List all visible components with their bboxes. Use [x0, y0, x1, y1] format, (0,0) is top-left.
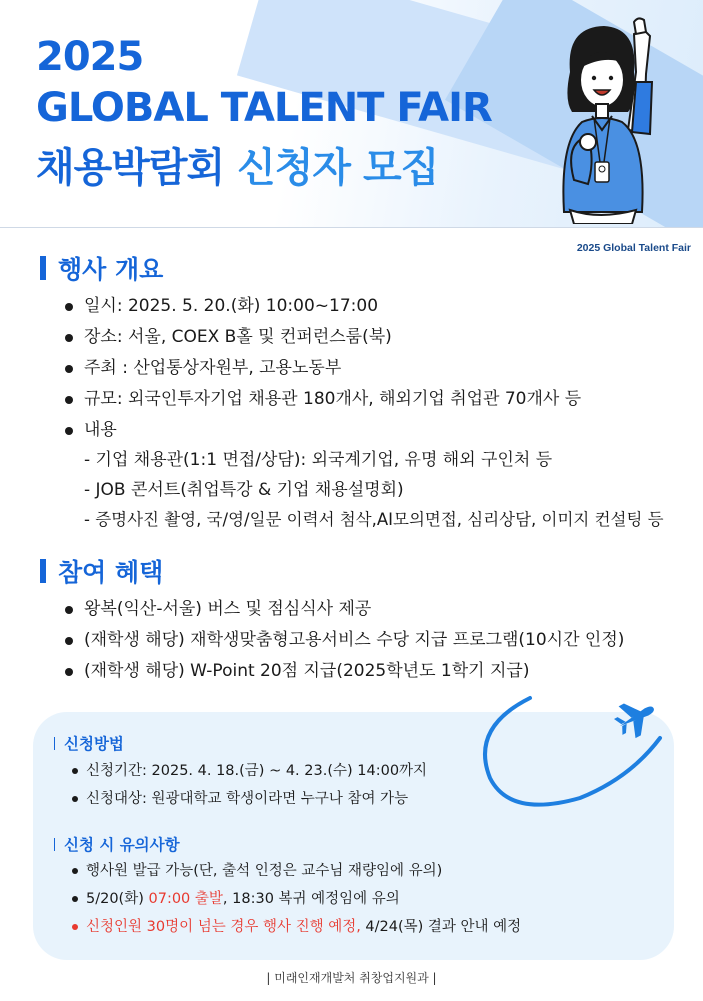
item-text: 행사원 발급 가능(단, 출석 인정은 교수님 재량임에 유의): [86, 863, 443, 879]
list-item: [70, 913, 521, 941]
bullet: [72, 896, 78, 902]
section-heading-benefits: [40, 553, 163, 589]
item-text: 5/20(화): [86, 891, 149, 907]
list-item: [70, 785, 427, 813]
list-item: [62, 625, 624, 656]
list-item: [62, 291, 581, 322]
item-text: 신청기간: 2025. 4. 18.(금) ~ 4. 23.(수) 14:00까지: [86, 763, 428, 779]
bullet: [72, 868, 78, 874]
bullet: [65, 606, 73, 614]
list-item: [62, 353, 581, 384]
heading-bar: [40, 256, 46, 280]
item-text: 일시: 2025. 5. 20.(화) 10:00~17:00: [84, 296, 379, 316]
event-tag: 2025 Global Talent Fair: [576, 242, 691, 254]
notes-heading-text: 신청 시 유의사항: [64, 836, 180, 854]
bullet: [72, 768, 78, 774]
item-text: 규모: 외국인투자기업 채용관 180개사, 해외기업 취업관 70개사 등: [84, 389, 582, 409]
heading-pipe: [54, 737, 55, 750]
bullet: [65, 334, 73, 342]
section-title: 참여 혜택: [58, 558, 164, 587]
item-text: , 18:30 복귀 예정임에 유의: [222, 891, 400, 907]
bullet: [65, 396, 73, 404]
departure-time: 07:00 출발: [148, 891, 223, 907]
item-text: 4/24(목) 결과 안내 예정: [360, 919, 522, 935]
list-item: [70, 857, 521, 885]
notes-list: [70, 857, 521, 941]
item-text: 왕복(익산-서울) 버스 및 점심식사 제공: [84, 599, 372, 619]
bullet: [65, 668, 73, 676]
overview-list: [62, 291, 581, 446]
sub-item: - JOB 콘서트(취업특강 & 기업 채용설명회): [84, 480, 404, 500]
section-title: 행사 개요: [58, 255, 164, 284]
list-item: [70, 885, 521, 913]
heading-bar: [40, 559, 46, 583]
warning-text: 신청인원 30명이 넘는 경우 행사 진행 예정,: [86, 919, 361, 935]
airplane-icon: [470, 678, 690, 828]
header-divider: [0, 227, 703, 228]
bullet: [65, 427, 73, 435]
list-item: [62, 415, 581, 446]
item-text: (재학생 해당) W-Point 20점 지급(2025학년도 1학기 지급): [84, 661, 530, 681]
overview-sublist: [84, 445, 664, 535]
item-text: 장소: 서울, COEX B홀 및 컨퍼런스룸(북): [84, 327, 392, 347]
title-recruit-a: 채용박람회: [36, 145, 225, 191]
item-text: 주최 : 산업통상자원부, 고용노동부: [84, 358, 342, 378]
apply-list: [70, 757, 427, 813]
title-year: 2025: [36, 34, 144, 80]
list-item: [70, 757, 427, 785]
heading-pipe: [54, 838, 55, 851]
list-item: [62, 594, 624, 625]
apply-heading-text: 신청방법: [64, 735, 124, 753]
item-text: (재학생 해당) 재학생맞춤형고용서비스 수당 지급 프로그램(10시간 인정): [84, 630, 625, 650]
notes-heading: [54, 833, 180, 855]
apply-heading: [54, 732, 124, 754]
bullet: [72, 924, 78, 930]
list-item: [62, 384, 581, 415]
bullet: [72, 796, 78, 802]
header-banner: [0, 0, 703, 228]
sub-item: - 기업 채용관(1:1 면접/상담): 외국계기업, 유명 해외 구인처 등: [84, 450, 553, 470]
title-event: GLOBAL TALENT FAIR: [36, 85, 492, 131]
list-item: [62, 322, 581, 353]
bullet: [65, 365, 73, 373]
bullet: [65, 303, 73, 311]
section-heading-overview: [40, 250, 163, 286]
item-text: 신청대상: 원광대학교 학생이라면 누구나 참여 가능: [86, 791, 409, 807]
footer-organizer: | 미래인재개발처 취창업지원과 |: [266, 971, 437, 985]
woman-cheering-illustration: [540, 12, 690, 224]
sub-item: - 증명사진 촬영, 국/영/일문 이력서 첨삭,AI모의면접, 심리상담, 이미지 컨설팅 등: [84, 510, 664, 529]
title-recruit: [36, 136, 438, 193]
item-text: 내용: [84, 420, 117, 440]
benefits-list: [62, 594, 624, 687]
bullet: [65, 637, 73, 645]
title-recruit-b: 신청자 모집: [237, 145, 439, 191]
